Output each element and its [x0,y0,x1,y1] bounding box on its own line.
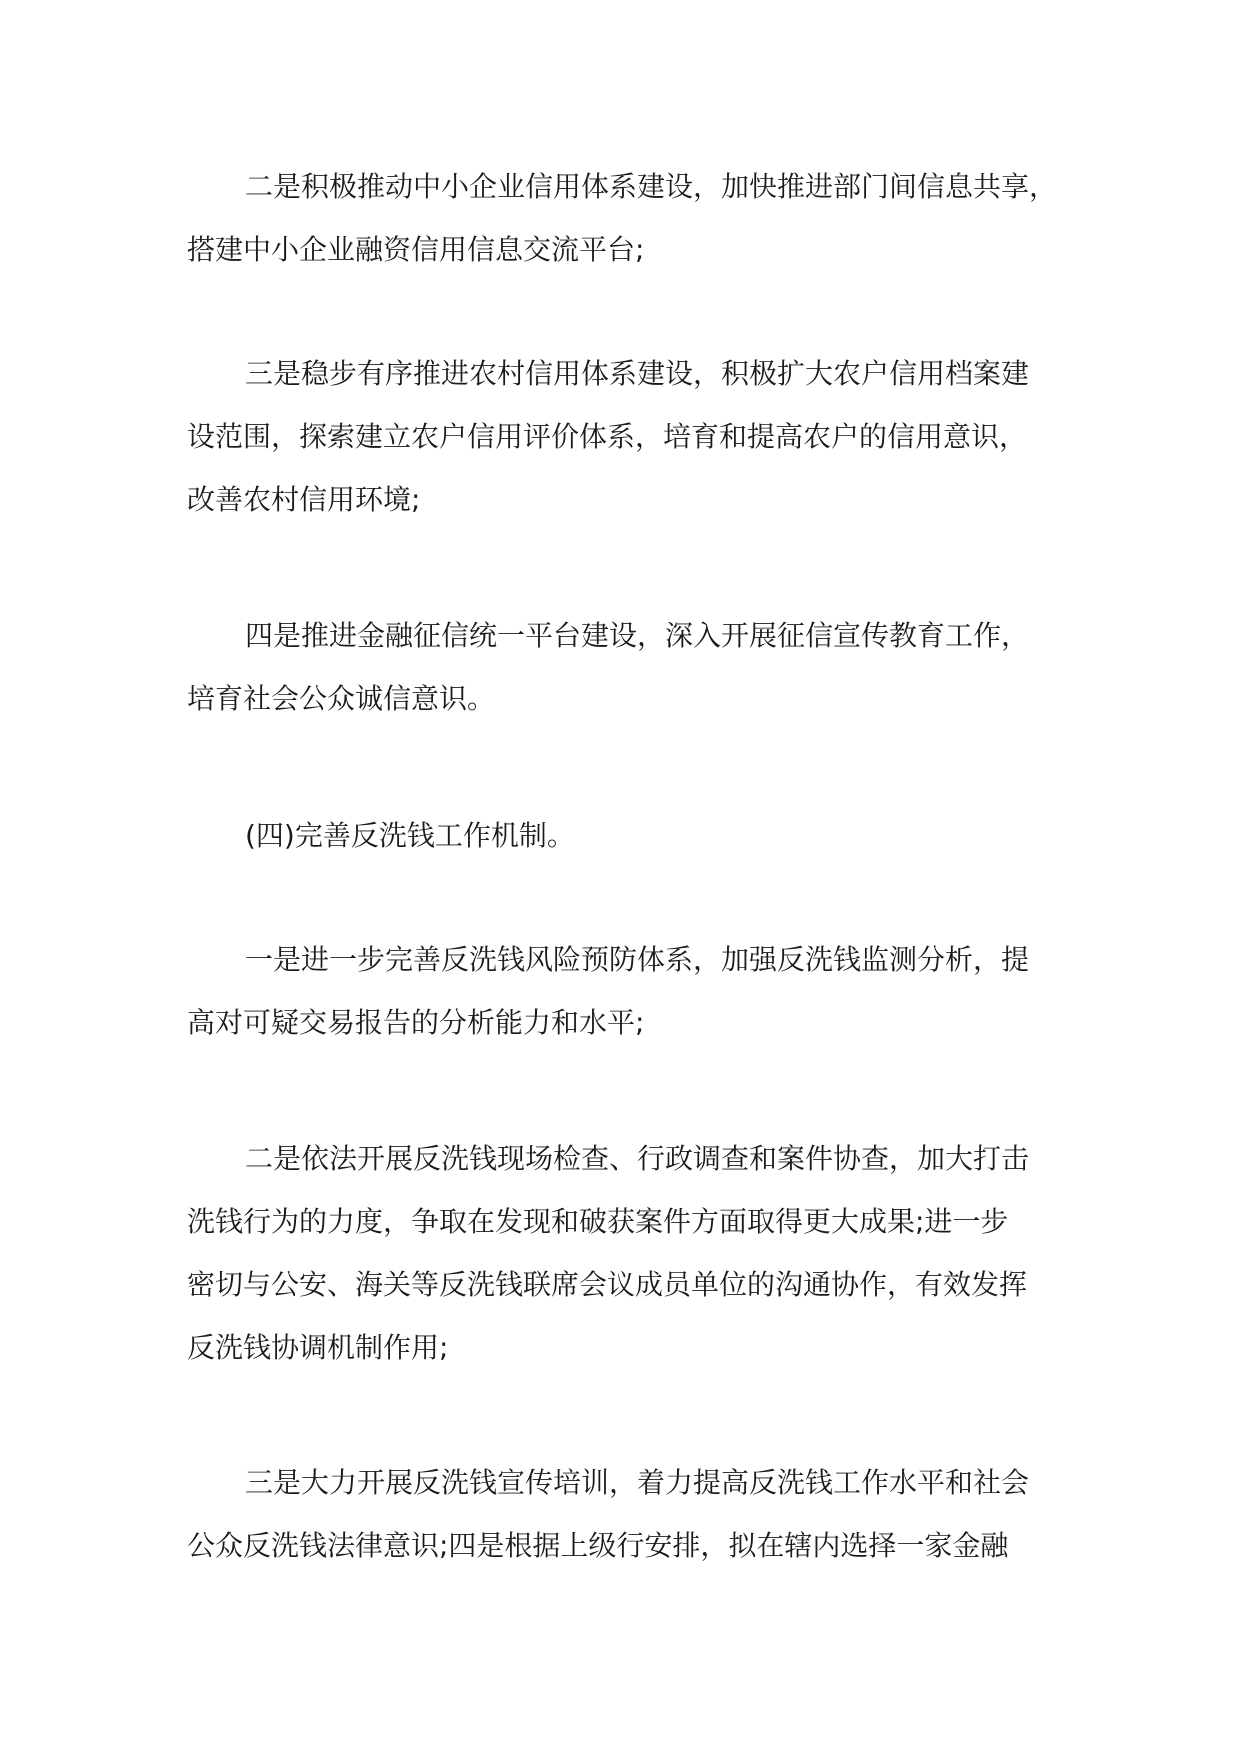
text-line: 二是依法开展反洗钱现场检查、行政调查和案件协查，加大打击 [245,1142,1030,1175]
text-line: 洗钱行为的力度，争取在发现和破获案件方面取得更大成果;进一步 [187,1205,1009,1238]
text-line: 培育社会公众诚信意识。 [187,682,496,715]
section-heading [187,804,1087,867]
paragraph [187,155,1087,281]
paragraph [187,342,1087,531]
text-line: 三是稳步有序推进农村信用体系建设，积极扩大农户信用档案建 [245,357,1030,390]
text-line: (四)完善反洗钱工作机制。 [245,819,575,852]
text-line: 三是大力开展反洗钱宣传培训，着力提高反洗钱工作水平和社会 [245,1466,1030,1499]
paragraph [187,1451,1087,1577]
text-line: 二是积极推动中小企业信用体系建设，加快推进部门间信息共享， [245,170,1058,203]
text-line: 改善农村信用环境; [187,483,421,516]
paragraph [187,928,1087,1054]
text-line: 设范围，探索建立农户信用评价体系，培育和提高农户的信用意识， [187,420,1028,453]
text-line: 反洗钱协调机制作用; [187,1331,449,1364]
text-line: 四是推进金融征信统一平台建设，深入开展征信宣传教育工作， [245,619,1030,652]
text-line: 高对可疑交易报告的分析能力和水平; [187,1006,645,1039]
text-line: 公众反洗钱法律意识;四是根据上级行安排，拟在辖内选择一家金融 [187,1529,1009,1562]
text-line: 一是进一步完善反洗钱风险预防体系，加强反洗钱监测分析，提 [245,943,1030,976]
text-line: 密切与公安、海关等反洗钱联席会议成员单位的沟通协作，有效发挥 [187,1268,1028,1301]
paragraph [187,604,1087,730]
paragraph [187,1127,1087,1379]
text-line: 搭建中小企业融资信用信息交流平台; [187,233,645,266]
